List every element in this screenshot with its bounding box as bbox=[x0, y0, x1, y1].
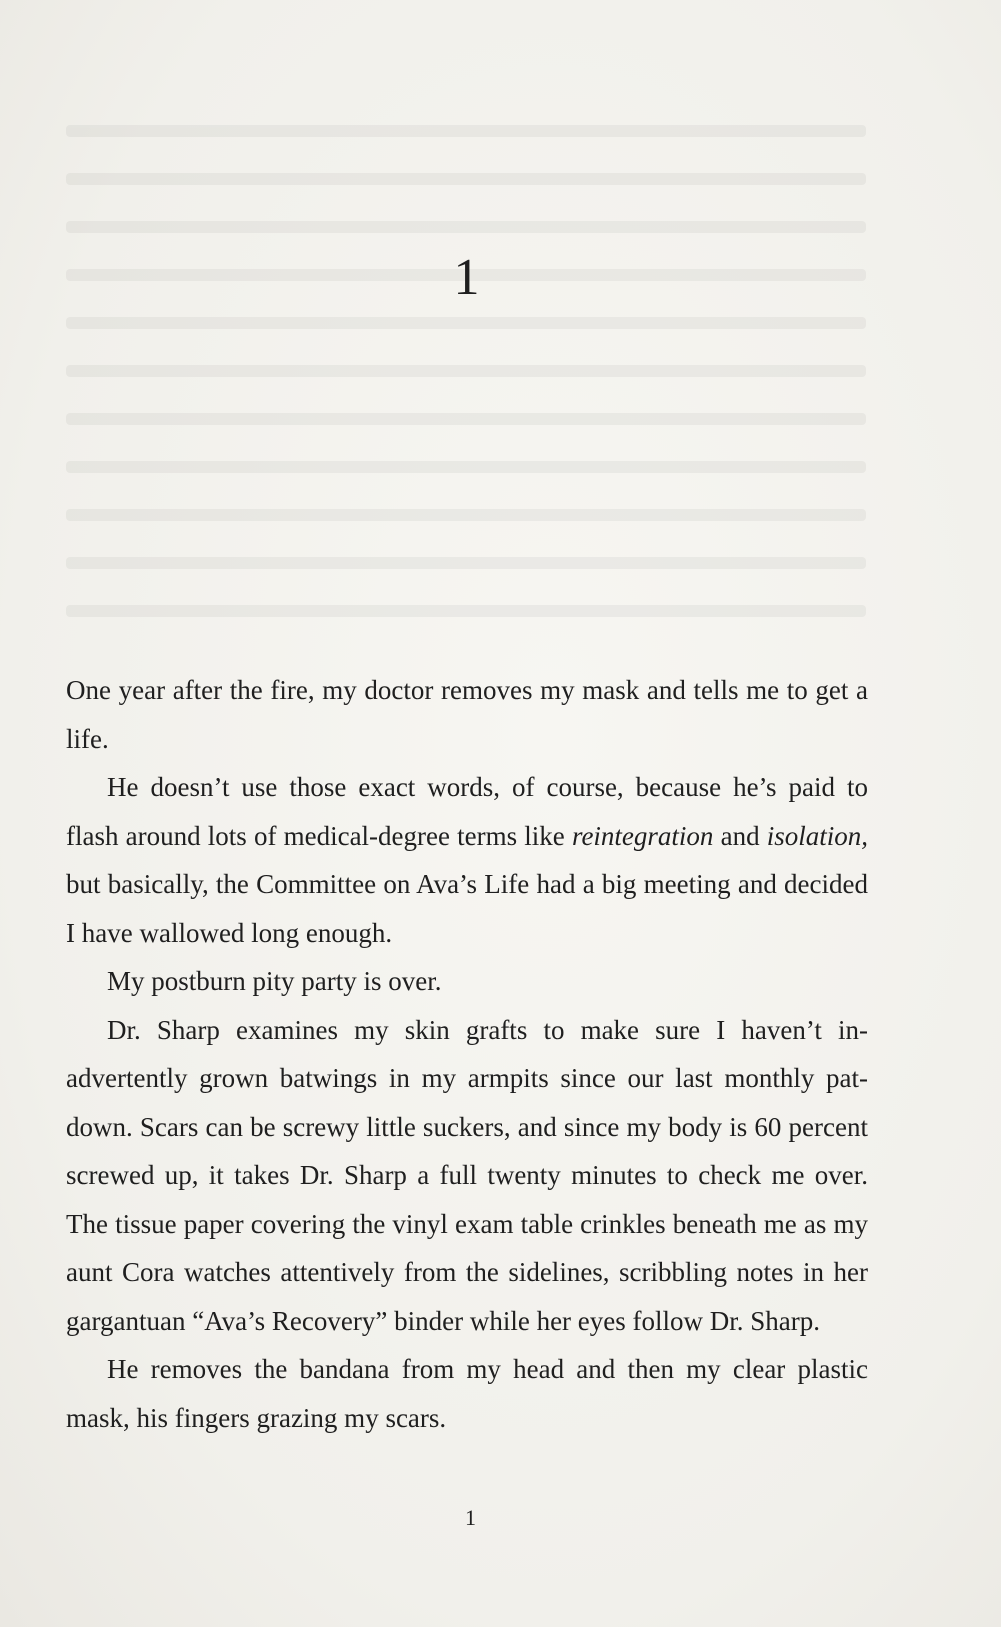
show-through-text bbox=[66, 125, 866, 685]
paragraph bbox=[66, 1345, 868, 1442]
page-number: 1 bbox=[465, 1505, 476, 1530]
paragraph-text: and bbox=[713, 820, 767, 851]
paragraph bbox=[66, 957, 868, 1006]
chapter-number: 1 bbox=[453, 249, 480, 306]
paragraph bbox=[66, 666, 868, 763]
page-footer bbox=[0, 1505, 1001, 1531]
italic-text: reintegration bbox=[571, 820, 714, 851]
chapter-body bbox=[66, 666, 868, 1442]
paragraph bbox=[66, 763, 868, 957]
paragraph bbox=[66, 1006, 868, 1346]
chapter-heading bbox=[0, 248, 1001, 308]
paragraph-text: Dr. Sharp examines my skin grafts to make sure I haven’t inadvertently grown batwings in my armpits since our last monthly pat-down. Scars can be screwy little suckers, and since my body is 60 percent screwed up, it takes Dr. Sharp a full twenty minutes to check me over. The tissue paper covering the vinyl exam table crinkles beneath me as my aunt Cora watches attentively from the sidelines, scribbling notes in her gargantuan “Ava’s Recovery” binder while her eyes follow Dr. Sharp. bbox=[66, 1014, 868, 1336]
paragraph-text: One year after the fire, my doctor removes my mask and tells me to get a life. bbox=[66, 675, 868, 754]
paragraph-text: He doesn’t use those exact words, of course, because he’s paid to flash around lots of medical-degree terms like bbox=[66, 772, 868, 851]
italic-text: isolation, bbox=[766, 820, 869, 851]
paragraph-text: He removes the bandana from my head and then my clear plastic mask, his fingers grazing my scars. bbox=[66, 1354, 868, 1433]
paragraph-text: My postburn pity party is over. bbox=[107, 966, 442, 996]
paragraph-text: but basically, the Committee on Ava’s Life had a big meeting and decided I have wallowed long enough. bbox=[66, 869, 868, 948]
